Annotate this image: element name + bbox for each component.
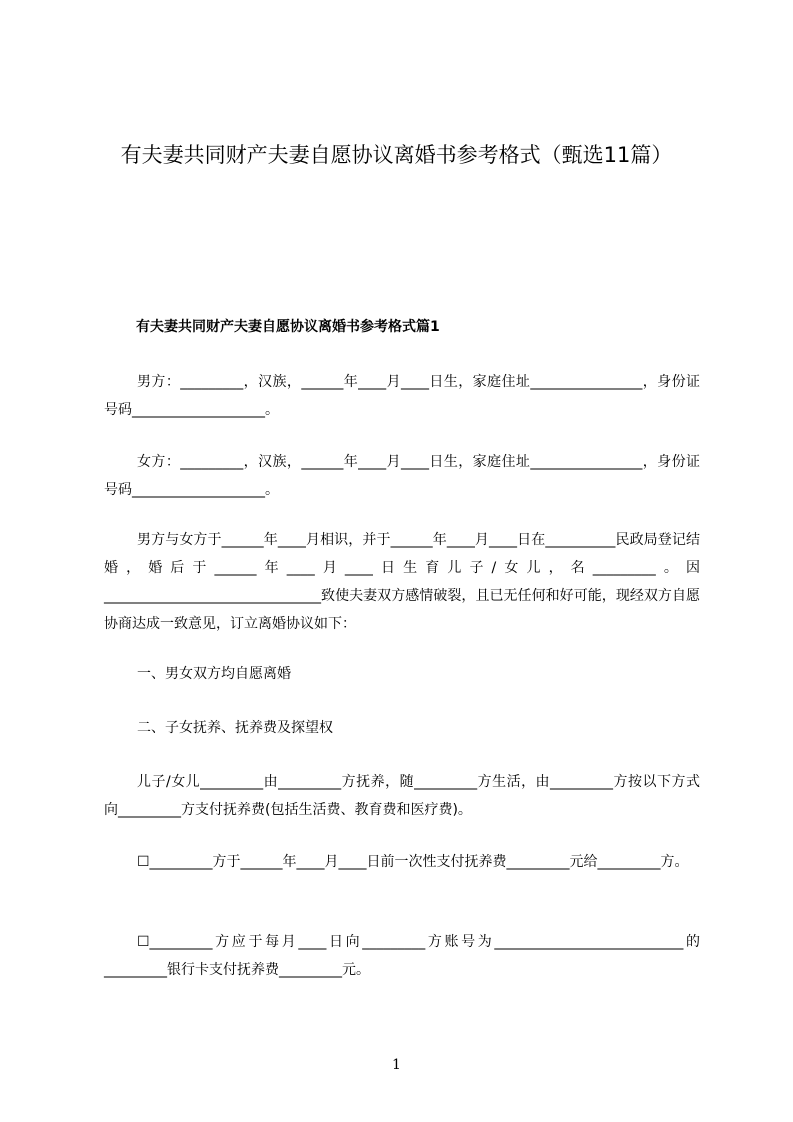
lump-sum-option: ☐_________方于______年____月____日前一次性支付抚养费_________元给_________方。: [137, 854, 689, 870]
clause-child-custody-heading: 二、子女抚养、抚养费及探望权: [137, 720, 333, 736]
female-party-paragraph: 女方：_________，汉族，______年____月____日生，家庭住址________________，身份证号码___________________。: [104, 454, 700, 498]
clause-voluntary-divorce: 一、男女双方均自愿离婚: [137, 666, 291, 682]
male-party-paragraph: 男方：_________，汉族，______年____月____日生，家庭住址________________，身份证号码___________________。: [104, 374, 700, 418]
document-title: 有夫妻共同财产夫妻自愿协议离婚书参考格式（甄选11篇）: [120, 143, 673, 167]
monthly-payment-option: ☐_________方应于每月____日向_________方账号为___________________________的_________银行卡支付抚养费_________元。: [104, 934, 700, 978]
marriage-history-paragraph: 男方与女方于______年____月相识，并于______年____月____日在__________民政局登记结婚，婚后于______年____月____日生育儿子/女儿，名_________。因_______________________________致使夫妻双方感情破裂，且已无任何和好可能，现经双方自愿协商达成一致意见，订立离婚协议如下：: [104, 532, 700, 632]
page-number: 1: [392, 1057, 401, 1073]
section-heading: 有夫妻共同财产夫妻自愿协议离婚书参考格式篇1: [136, 319, 440, 335]
custody-paragraph: 儿子/女儿_________由_________方抚养，随_________方生活，由_________方按以下方式向_________方支付抚养费(包括生活费、教育费和医疗费)。: [104, 774, 700, 818]
